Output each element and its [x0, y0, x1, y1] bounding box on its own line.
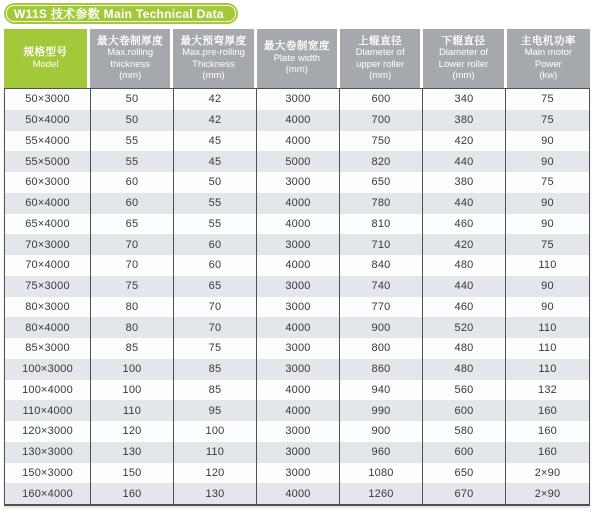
cell-lower-roller-diameter: 580 — [423, 421, 506, 442]
cell-max-rolling-thickness: 50 — [91, 110, 174, 131]
cell-main-motor-power: 160 — [538, 425, 557, 438]
cell-upper-roller-diameter: 840 — [340, 255, 423, 276]
cell-plate-width: 3000 — [257, 421, 340, 442]
cell-max-rolling-thickness: 150 — [91, 463, 174, 484]
cell-main-motor-power: 160 — [538, 404, 557, 417]
cell-max-pre-rolling-thickness: 130 — [174, 483, 257, 504]
table-header-row — [4, 29, 590, 88]
cell-main-motor-power: 110 — [538, 342, 557, 355]
cell-main-motor-power: 90 — [541, 280, 554, 293]
cell-model: 65×4000 — [5, 214, 91, 235]
cell-max-pre-rolling-thickness: 95 — [174, 400, 257, 421]
cell-max-rolling-thickness: 65 — [91, 214, 174, 235]
cell-model: 75×3000 — [5, 276, 91, 297]
cell-plate-width: 4000 — [257, 483, 340, 504]
cell-lower-roller-diameter: 380 — [423, 172, 506, 193]
cell-model: 160×4000 — [5, 483, 91, 504]
cell-upper-roller-diameter: 810 — [340, 214, 423, 235]
table-row — [5, 359, 589, 380]
cell-main-motor-power: 2×90 — [534, 466, 561, 479]
cell-max-pre-rolling-thickness: 70 — [174, 297, 257, 318]
page-title: W11S 技术参数 Main Technical Data — [14, 6, 224, 21]
cell-max-rolling-thickness: 130 — [91, 442, 174, 463]
cell-upper-roller-diameter: 990 — [340, 400, 423, 421]
header-line: Thickness — [192, 58, 235, 70]
cell-plate-width: 3000 — [257, 234, 340, 255]
cell-upper-roller-diameter: 1260 — [340, 483, 423, 504]
header-line: 最大预弯厚度 — [180, 34, 247, 47]
cell-max-rolling-thickness: 100 — [91, 359, 174, 380]
header-line: (mm) — [285, 64, 308, 76]
table-row — [5, 214, 589, 235]
cell-max-pre-rolling-thickness: 75 — [174, 338, 257, 359]
cell-max-pre-rolling-thickness: 100 — [174, 421, 257, 442]
cell-upper-roller-diameter: 750 — [340, 131, 423, 152]
cell-plate-width: 3000 — [257, 442, 340, 463]
cell-max-pre-rolling-thickness: 85 — [174, 359, 257, 380]
header-cell-upper-roller-diameter — [340, 29, 423, 88]
cell-max-pre-rolling-thickness: 70 — [174, 317, 257, 338]
cell-max-pre-rolling-thickness: 65 — [174, 276, 257, 297]
table-row — [5, 110, 589, 131]
cell-max-rolling-thickness: 70 — [91, 234, 174, 255]
cell-max-pre-rolling-thickness: 45 — [174, 151, 257, 172]
cell-upper-roller-diameter: 1080 — [340, 463, 423, 484]
table-row — [5, 89, 589, 110]
cell-main-motor-power: 110 — [538, 259, 557, 272]
cell-lower-roller-diameter: 480 — [423, 255, 506, 276]
table-row — [5, 234, 589, 255]
cell-upper-roller-diameter: 700 — [340, 110, 423, 131]
table-body — [4, 88, 590, 506]
cell-plate-width: 3000 — [257, 172, 340, 193]
cell-lower-roller-diameter: 440 — [423, 193, 506, 214]
cell-upper-roller-diameter: 710 — [340, 234, 423, 255]
table-row — [5, 442, 589, 463]
header-cell-model — [4, 29, 90, 88]
cell-plate-width: 4000 — [257, 110, 340, 131]
cell-model: 50×3000 — [5, 89, 91, 110]
cell-plate-width: 4000 — [257, 380, 340, 401]
cell-upper-roller-diameter: 900 — [340, 421, 423, 442]
cell-lower-roller-diameter: 420 — [423, 131, 506, 152]
cell-plate-width: 4000 — [257, 131, 340, 152]
cell-lower-roller-diameter: 480 — [423, 338, 506, 359]
header-cell-max-pre-rolling-thickness — [173, 29, 256, 88]
cell-upper-roller-diameter: 900 — [340, 317, 423, 338]
cell-upper-roller-diameter: 800 — [340, 338, 423, 359]
header-cell-main-motor-power — [507, 29, 590, 88]
table-row — [5, 380, 589, 401]
cell-main-motor-power: 90 — [541, 300, 554, 313]
cell-model: 100×3000 — [5, 359, 91, 380]
header-line: 规格型号 — [23, 46, 68, 58]
header-line: 主电机功率 — [520, 34, 576, 47]
cell-main-motor-power: 2×90 — [534, 487, 561, 500]
cell-upper-roller-diameter: 940 — [340, 380, 423, 401]
cell-max-pre-rolling-thickness: 60 — [174, 255, 257, 276]
header-cell-plate-width — [257, 29, 340, 88]
header-line: 最大卷制厚度 — [97, 34, 164, 47]
header-line: (kw) — [539, 70, 558, 81]
header-line: Main motor — [524, 47, 573, 58]
header-line: Plate width — [273, 52, 321, 64]
table-row — [5, 421, 589, 442]
header-line: (mm) — [452, 70, 475, 81]
cell-max-pre-rolling-thickness: 45 — [174, 131, 257, 152]
cell-max-rolling-thickness: 100 — [91, 380, 174, 401]
cell-model: 100×4000 — [5, 380, 91, 401]
table-row — [5, 255, 589, 276]
cell-model: 60×4000 — [5, 193, 91, 214]
header-line: Power — [534, 58, 562, 70]
header-line: (mm) — [202, 70, 225, 81]
header-line: (mm) — [119, 70, 142, 81]
cell-max-pre-rolling-thickness: 55 — [174, 214, 257, 235]
cell-max-pre-rolling-thickness: 42 — [174, 110, 257, 131]
cell-plate-width: 4000 — [257, 193, 340, 214]
cell-lower-roller-diameter: 420 — [423, 234, 506, 255]
cell-model: 50×4000 — [5, 110, 91, 131]
cell-model: 85×3000 — [5, 338, 91, 359]
header-line: thickness — [110, 58, 150, 70]
table-row — [5, 151, 589, 172]
cell-upper-roller-diameter: 770 — [340, 297, 423, 318]
cell-main-motor-power: 75 — [541, 114, 554, 127]
cell-model: 70×3000 — [5, 234, 91, 255]
cell-plate-width: 3000 — [257, 359, 340, 380]
cell-plate-width: 3000 — [257, 338, 340, 359]
cell-main-motor-power: 90 — [541, 155, 554, 168]
cell-main-motor-power: 110 — [538, 321, 557, 334]
cell-max-rolling-thickness: 80 — [91, 297, 174, 318]
cell-lower-roller-diameter: 480 — [423, 359, 506, 380]
cell-lower-roller-diameter: 670 — [423, 483, 506, 504]
cell-main-motor-power: 75 — [541, 176, 554, 189]
title-badge — [4, 3, 238, 24]
cell-max-rolling-thickness: 60 — [91, 172, 174, 193]
cell-main-motor-power: 132 — [538, 383, 557, 396]
cell-upper-roller-diameter: 650 — [340, 172, 423, 193]
cell-max-pre-rolling-thickness: 42 — [174, 89, 257, 110]
cell-plate-width: 3000 — [257, 89, 340, 110]
header-line: Max.rolling — [107, 47, 154, 58]
cell-max-rolling-thickness: 110 — [91, 400, 174, 421]
cell-max-rolling-thickness: 60 — [91, 193, 174, 214]
header-line: Max.pre-rolling — [182, 47, 245, 58]
cell-lower-roller-diameter: 560 — [423, 380, 506, 401]
cell-max-pre-rolling-thickness: 110 — [174, 442, 257, 463]
table-row — [5, 193, 589, 214]
cell-plate-width: 3000 — [257, 463, 340, 484]
cell-plate-width: 4000 — [257, 214, 340, 235]
header-line: Model — [32, 58, 59, 70]
header-line: 上辊直径 — [358, 34, 403, 47]
cell-max-pre-rolling-thickness: 50 — [174, 172, 257, 193]
cell-max-pre-rolling-thickness: 120 — [174, 463, 257, 484]
header-cell-lower-roller-diameter — [423, 29, 506, 88]
cell-lower-roller-diameter: 440 — [423, 151, 506, 172]
cell-model: 60×3000 — [5, 172, 91, 193]
cell-model: 120×3000 — [5, 421, 91, 442]
header-line: Diameter of — [355, 47, 405, 58]
cell-model: 55×4000 — [5, 131, 91, 152]
table-row — [5, 131, 589, 152]
table-row — [5, 297, 589, 318]
header-line: 最大卷制宽度 — [263, 40, 330, 53]
header-line: Diameter of — [438, 47, 489, 58]
cell-model: 80×3000 — [5, 297, 91, 318]
cell-model: 150×3000 — [5, 463, 91, 484]
cell-lower-roller-diameter: 460 — [423, 297, 506, 318]
table-row — [5, 483, 589, 504]
cell-main-motor-power: 90 — [541, 134, 554, 147]
cell-upper-roller-diameter: 820 — [340, 151, 423, 172]
cell-lower-roller-diameter: 380 — [423, 110, 506, 131]
cell-max-rolling-thickness: 50 — [91, 89, 174, 110]
cell-upper-roller-diameter: 780 — [340, 193, 423, 214]
cell-lower-roller-diameter: 600 — [423, 400, 506, 421]
cell-main-motor-power: 90 — [541, 197, 554, 210]
cell-main-motor-power: 90 — [541, 217, 554, 230]
cell-main-motor-power: 160 — [538, 446, 557, 459]
table-row — [5, 317, 589, 338]
cell-max-rolling-thickness: 80 — [91, 317, 174, 338]
header-cell-max-rolling-thickness — [90, 29, 173, 88]
table-row — [5, 276, 589, 297]
cell-lower-roller-diameter: 650 — [423, 463, 506, 484]
cell-plate-width: 5000 — [257, 151, 340, 172]
cell-upper-roller-diameter: 740 — [340, 276, 423, 297]
table-row — [5, 338, 589, 359]
cell-lower-roller-diameter: 340 — [423, 89, 506, 110]
cell-plate-width: 4000 — [257, 255, 340, 276]
cell-lower-roller-diameter: 600 — [423, 442, 506, 463]
header-line: upper roller — [356, 58, 405, 70]
cell-upper-roller-diameter: 960 — [340, 442, 423, 463]
cell-lower-roller-diameter: 440 — [423, 276, 506, 297]
cell-max-pre-rolling-thickness: 85 — [174, 380, 257, 401]
cell-model: 70×4000 — [5, 255, 91, 276]
header-line: 下辊直径 — [441, 34, 486, 47]
cell-max-rolling-thickness: 160 — [91, 483, 174, 504]
cell-lower-roller-diameter: 460 — [423, 214, 506, 235]
cell-upper-roller-diameter: 860 — [340, 359, 423, 380]
cell-max-pre-rolling-thickness: 55 — [174, 193, 257, 214]
cell-model: 55×5000 — [5, 151, 91, 172]
cell-plate-width: 3000 — [257, 276, 340, 297]
cell-model: 80×4000 — [5, 317, 91, 338]
table-row — [5, 172, 589, 193]
cell-max-rolling-thickness: 85 — [91, 338, 174, 359]
cell-model: 110×4000 — [5, 400, 91, 421]
cell-main-motor-power: 75 — [541, 93, 554, 106]
cell-plate-width: 4000 — [257, 400, 340, 421]
cell-upper-roller-diameter: 600 — [340, 89, 423, 110]
cell-max-rolling-thickness: 55 — [91, 131, 174, 152]
header-line: (mm) — [369, 70, 392, 81]
table-row — [5, 400, 589, 421]
cell-max-pre-rolling-thickness: 60 — [174, 234, 257, 255]
cell-max-rolling-thickness: 75 — [91, 276, 174, 297]
cell-main-motor-power: 75 — [541, 238, 554, 251]
cell-plate-width: 4000 — [257, 317, 340, 338]
header-line: Lower roller — [438, 58, 489, 70]
cell-plate-width: 3000 — [257, 297, 340, 318]
cell-max-rolling-thickness: 70 — [91, 255, 174, 276]
cell-max-rolling-thickness: 55 — [91, 151, 174, 172]
cell-lower-roller-diameter: 520 — [423, 317, 506, 338]
cell-main-motor-power: 110 — [538, 363, 557, 376]
cell-max-rolling-thickness: 120 — [91, 421, 174, 442]
table-row — [5, 463, 589, 484]
cell-model: 130×3000 — [5, 442, 91, 463]
